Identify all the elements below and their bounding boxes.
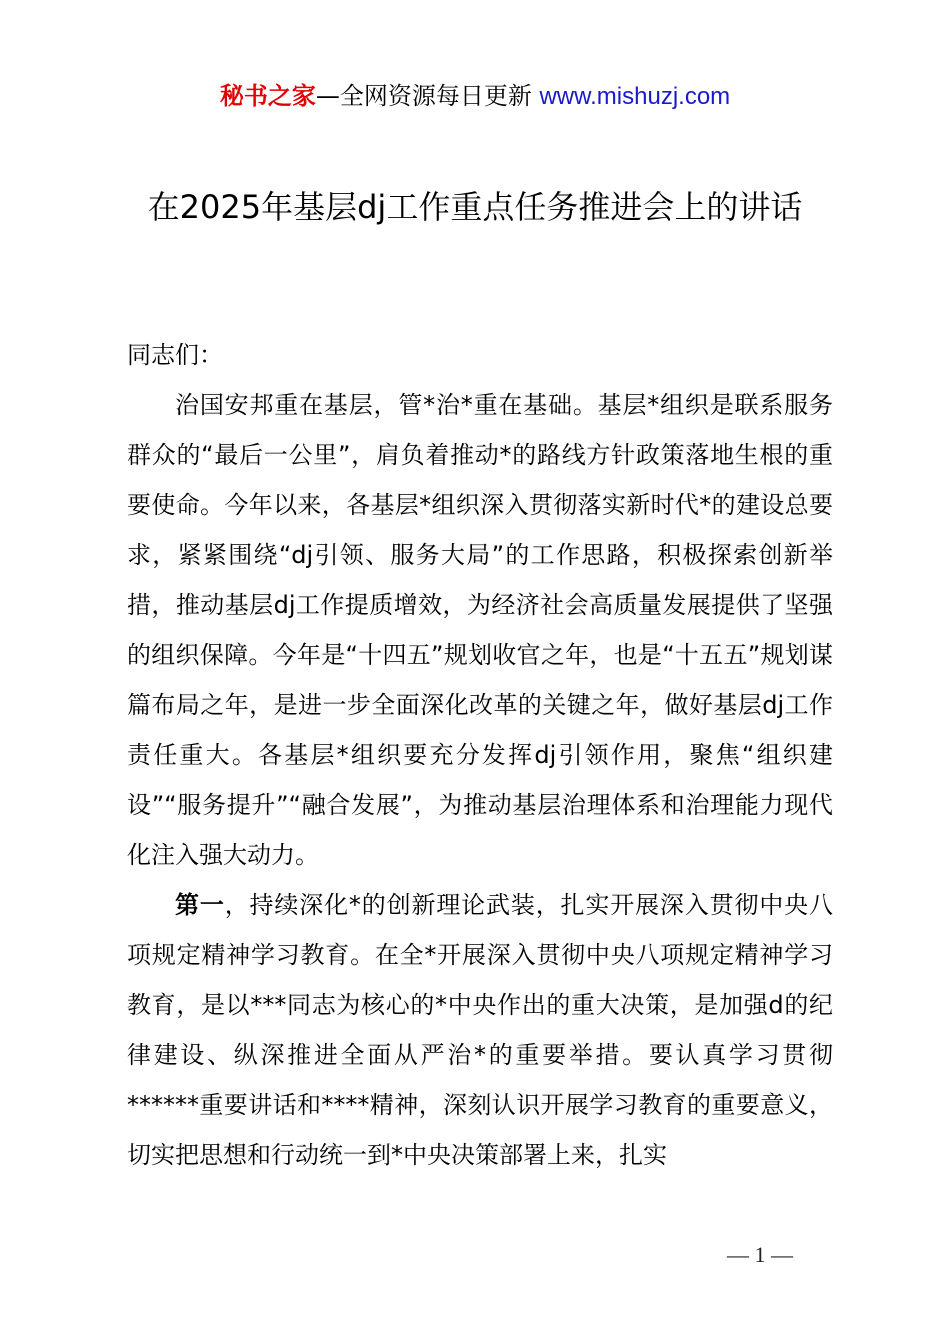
paragraph-1: 治国安邦重在基层，管*治*重在基础。基层*组织是联系服务群众的“最后一公里”，肩负着推动*的路线方针政策落地生根的重要使命。今年以来，各基层*组织深入贯彻落实新时代*的建设总要求，紧紧围绕“dj引领、服务大局”的工作思路，积极探索创新举措，推动基层dj工作提质增效，为经济社会高质量发展提供了坚强的组织保障。今年是“十四五”规划收官之年，也是“十五五”规划谋篇布局之年，是进一步全面深化改革的关键之年，做好基层dj工作责任重大。各基层*组织要充分发挥dj引领作用，聚焦“组织建设”“服务提升”“融合发展”，为推动基层治理体系和治理能力现代化注入强大动力。 (127, 391, 833, 869)
header-tagline: 全网资源每日更新 (339, 82, 532, 110)
paragraph-2 (127, 880, 833, 1180)
site-url[interactable]: www.mishuzj.com (539, 83, 731, 110)
page-number: — 1 — (727, 1242, 793, 1267)
paragraph-2-body: ，持续深化*的创新理论武装，扎实开展深入贯彻中央八项规定精神学习教育。在全*开展深入贯彻中央八项规定精神学习教育，是以***同志为核心的*中央作出的重大决策，是加强d的纪律建设、纵深推进全面从严治*的重要举措。要认真学习贯彻******重要讲话和****精神，深刻认识开展学习教育的重要意义，切实把思想和行动统一到*中央决策部署上来，扎实 (127, 891, 834, 1169)
document-body (127, 330, 833, 1180)
header-separator: — (315, 82, 340, 110)
document-title: 在2025年基层dj工作重点任务推进会上的讲话 (147, 188, 803, 226)
paragraph-2-lead: 第一 (175, 891, 225, 919)
site-header (0, 80, 950, 113)
salutation: 同志们： (127, 341, 223, 369)
site-brand: 秘书之家 (219, 82, 316, 110)
